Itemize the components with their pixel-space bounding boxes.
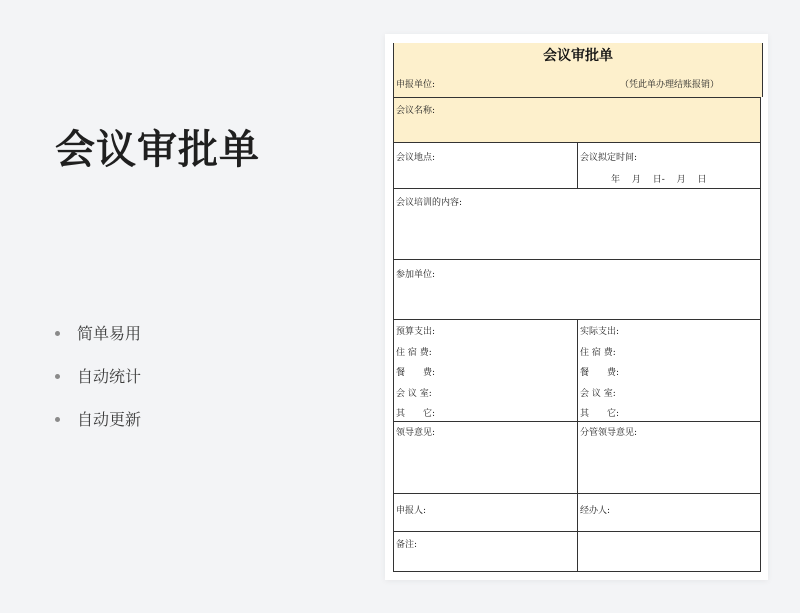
feature-label: 自动统计 [77,366,142,386]
form-title: 会议审批单 [543,48,613,64]
feature-item [52,398,141,441]
content-label: 会议培训的内容: [396,198,463,208]
participants-cell [393,259,761,320]
leader-opinion-label: 领导意见: [396,428,436,438]
feature-item [52,312,141,355]
actual-header: 实际支出: [580,327,620,337]
date-range-line: 年 月 日- 月 日 [611,175,707,185]
supervisor-opinion-label: 分管领导意见: [580,428,638,438]
remarks-cell [393,531,578,572]
form-header [393,43,763,97]
bullet-icon [55,374,60,379]
budget-other: 其 它: [396,409,436,419]
remarks-label: 备注: [396,540,418,550]
location-cell [393,142,578,189]
budget-room: 会 议 室: [396,389,432,399]
feature-label: 简单易用 [77,323,142,343]
actual-meals: 餐 费: [580,368,620,378]
actual-lodging: 住 宿 费: [580,348,616,358]
approval-form [393,43,761,572]
planned-time-label: 会议拟定时间: [580,153,638,163]
remarks-value-cell [577,531,761,572]
budget-lodging: 住 宿 费: [396,348,432,358]
location-label: 会议地点: [396,153,436,163]
budget-header: 预算支出: [396,327,436,337]
planned-time-cell [577,142,761,189]
feature-label: 自动更新 [77,409,142,429]
feature-list [52,312,141,441]
reimbursement-note: （凭此单办理结账报销） [620,80,720,90]
supervisor-opinion-cell [577,421,761,494]
budget-meals: 餐 费: [396,368,436,378]
participants-label: 参加单位: [396,270,436,280]
feature-item [52,355,141,398]
content-cell [393,188,761,260]
leader-opinion-cell [393,421,578,494]
meeting-name-cell [393,97,761,143]
meeting-name-label: 会议名称: [396,106,436,116]
handler-label: 经办人: [580,506,611,516]
page-title: 会议审批单 [55,127,260,173]
bullet-icon [55,331,60,336]
document-preview [385,34,768,580]
handler-cell [577,493,761,532]
applicant-label: 申报人: [396,506,427,516]
actual-cell [577,319,761,422]
bullet-icon [55,417,60,422]
applicant-unit-label: 申报单位: [396,80,436,90]
actual-other: 其 它: [580,409,620,419]
budget-cell [393,319,578,422]
applicant-cell [393,493,578,532]
actual-room: 会 议 室: [580,389,616,399]
